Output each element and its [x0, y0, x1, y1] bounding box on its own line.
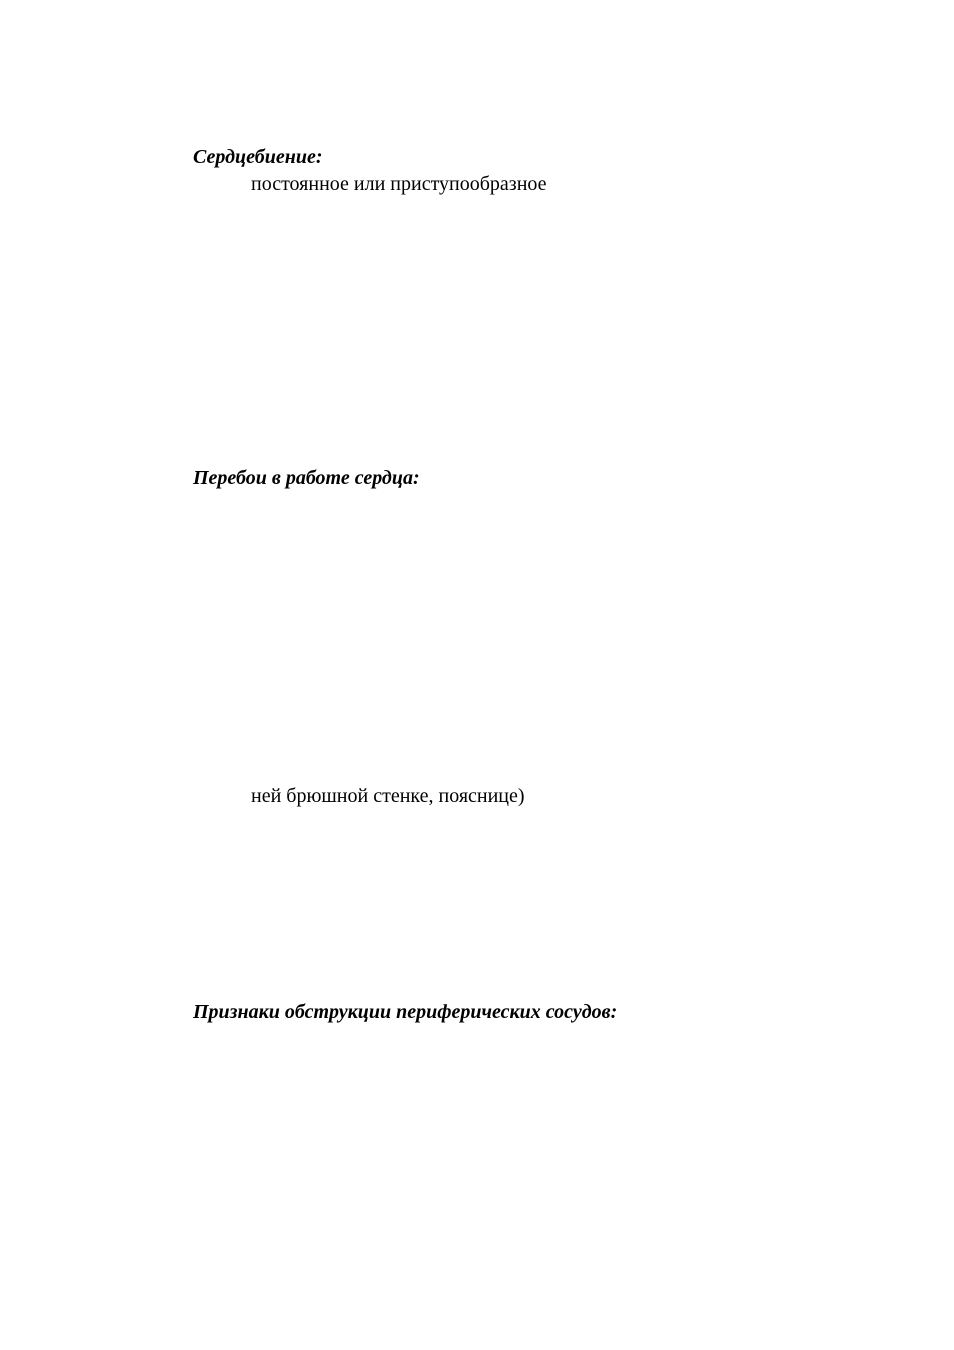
section-heading-peripheral-obstruction: Признаки обструкции периферических сосудов:: [193, 1001, 618, 1023]
section-text-fragment: ней брюшной стенке, пояснице): [251, 785, 525, 807]
section-heading-heart-irregularity: Перебои в работе сердца:: [193, 467, 420, 489]
section-heading-palpitations: Сердцебиение:: [193, 146, 323, 168]
section-text-palpitations: постоянное или приступообразное: [251, 173, 547, 195]
